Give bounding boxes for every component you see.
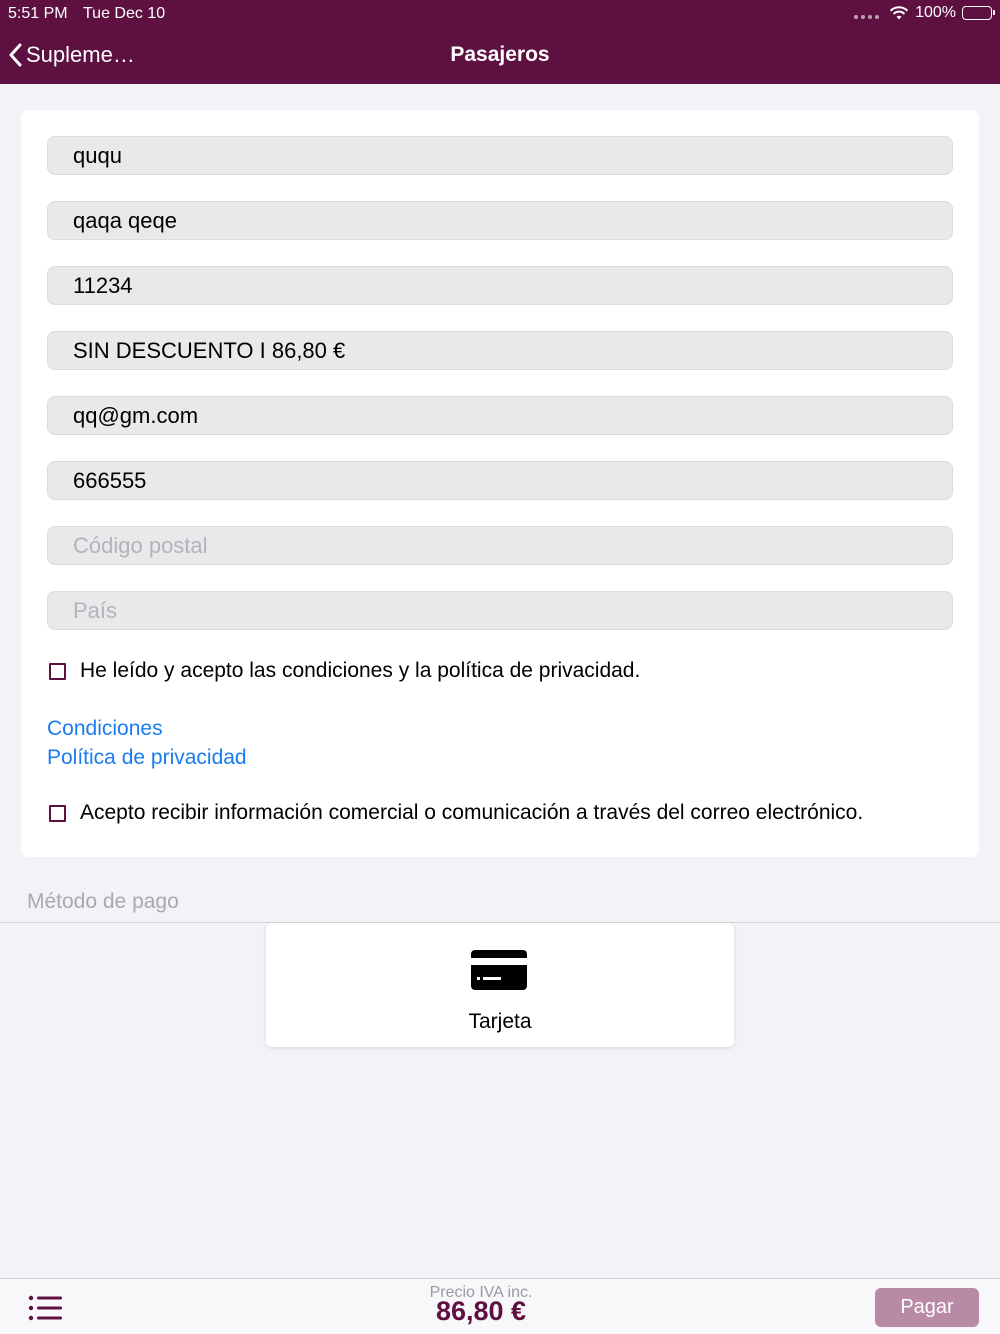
page-title: Pasajeros bbox=[450, 43, 550, 66]
email-field[interactable]: qq@gm.com bbox=[47, 396, 953, 435]
phone-field[interactable]: 666555 bbox=[47, 461, 953, 500]
status-date: Tue Dec 10 bbox=[83, 5, 166, 22]
battery-percent: 100% bbox=[915, 4, 956, 21]
conditions-link[interactable]: Condiciones bbox=[47, 717, 163, 740]
credit-card-icon bbox=[471, 950, 527, 990]
marketing-row bbox=[49, 801, 863, 825]
terms-row bbox=[49, 659, 640, 683]
status-time: 5:51 PM bbox=[8, 5, 68, 22]
battery-icon bbox=[962, 6, 992, 20]
wifi-icon bbox=[889, 5, 909, 21]
country-field[interactable]: País bbox=[47, 591, 953, 630]
status-right bbox=[854, 4, 992, 22]
payment-method-label: Método de pago bbox=[27, 890, 179, 913]
discount-select[interactable]: SIN DESCUENTO I 86,80 € bbox=[47, 331, 953, 370]
document-id-field[interactable]: 11234 bbox=[47, 266, 953, 305]
bottom-bar bbox=[0, 1278, 1000, 1334]
pay-button[interactable]: Pagar bbox=[875, 1288, 979, 1327]
card-payment-label: Tarjeta bbox=[468, 1010, 532, 1033]
terms-label: He leído y acepto las condiciones y la política de privacidad. bbox=[80, 659, 641, 682]
signal-icon bbox=[854, 7, 879, 19]
status-bar bbox=[0, 4, 1000, 26]
privacy-policy-link[interactable]: Política de privacidad bbox=[47, 746, 247, 769]
card-payment-option[interactable] bbox=[266, 923, 734, 1047]
passenger-form-card bbox=[21, 110, 979, 857]
postal-code-field[interactable]: Código postal bbox=[47, 526, 953, 565]
marketing-label: Acepto recibir información comercial o comunicación a través del correo electrónico. bbox=[80, 801, 864, 824]
price-caption: Precio IVA inc. bbox=[429, 1284, 533, 1301]
first-name-field[interactable]: ququ bbox=[47, 136, 953, 175]
navigation-bar bbox=[0, 30, 1000, 82]
marketing-checkbox[interactable] bbox=[49, 805, 66, 822]
last-name-field[interactable]: qaqa qeqe bbox=[47, 201, 953, 240]
top-bar bbox=[0, 0, 1000, 84]
back-label: Suplemе… bbox=[26, 42, 135, 67]
total-price: 86,80 € bbox=[435, 1296, 527, 1326]
terms-checkbox[interactable] bbox=[49, 663, 66, 680]
